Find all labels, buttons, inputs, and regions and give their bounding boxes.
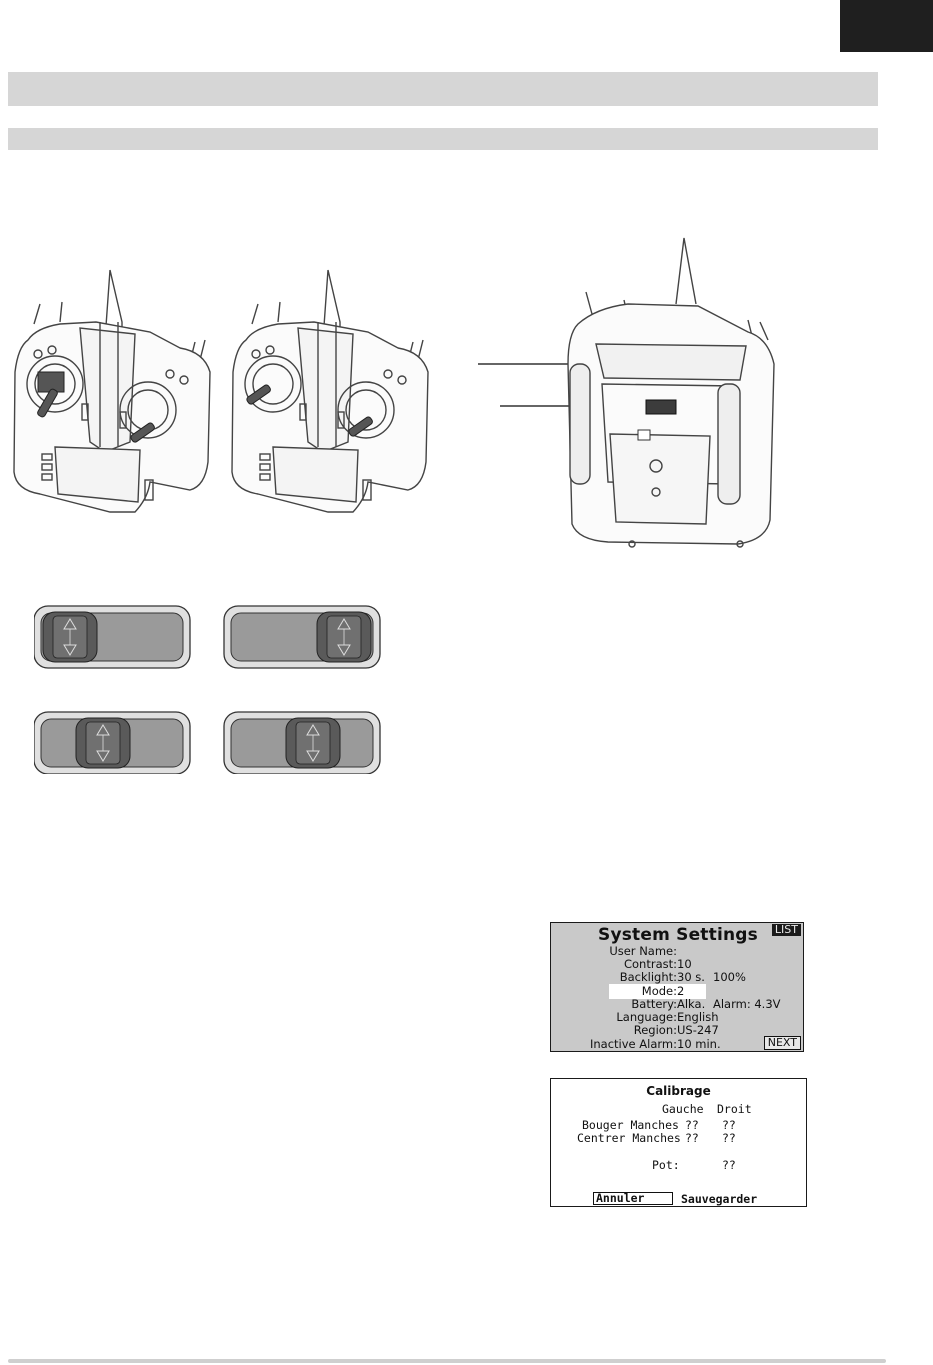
center-sticks-label: Centrer Manches [577,1131,681,1145]
setting-row-mode[interactable]: Mode: 2 [641,984,685,998]
subheader-band [8,128,878,150]
list-button[interactable]: LIST [772,924,801,936]
save-button[interactable]: Sauvegarder [681,1192,758,1206]
setting-row-battery[interactable]: Battery: Alka. Alarm: 4.3V [631,997,781,1011]
slide-switch-icon [34,712,190,774]
slide-switch-icon [224,606,380,668]
calibration-screen [550,1078,807,1207]
move-sticks-label: Bouger Manches [582,1118,679,1132]
transmitter-back-icon [478,234,808,554]
transmitter-front-illustrations [0,262,440,542]
switch-cover [638,430,650,440]
slide-switch-icon [224,712,380,774]
setting-row-inactive-alarm[interactable]: Inactive Alarm: 10 min. [589,1037,721,1051]
pot-label: Pot: [652,1158,680,1172]
setting-row-backlight[interactable]: Backlight: 30 s. 100% [619,970,746,984]
column-right-header: Droit [717,1102,752,1116]
next-button[interactable]: NEXT [764,1036,801,1050]
slide-switch-icon [34,606,190,668]
setting-row-language[interactable]: Language: English [616,1010,719,1024]
center-left-value: ?? [685,1131,699,1145]
move-right-value: ?? [722,1118,736,1132]
center-right-value: ?? [722,1131,736,1145]
setting-row-contrast[interactable]: Contrast: 10 [623,957,692,971]
system-settings-screen [550,922,804,1052]
slide-switch-diagrams [34,604,384,774]
mode-switch [646,400,676,414]
pot-value: ?? [722,1158,736,1172]
setting-row-region[interactable]: Region: US-247 [633,1023,719,1037]
setting-row-user-name[interactable]: User Name: [609,944,677,958]
corner-tab [840,0,933,52]
cancel-button[interactable]: Annuler [593,1192,673,1205]
header-band [8,72,878,106]
calibration-title: Calibrage [646,1084,711,1098]
move-left-value: ?? [685,1118,699,1132]
screen-title: System Settings [598,925,758,945]
column-left-header: Gauche [662,1102,704,1116]
footer-rule [8,1359,886,1363]
